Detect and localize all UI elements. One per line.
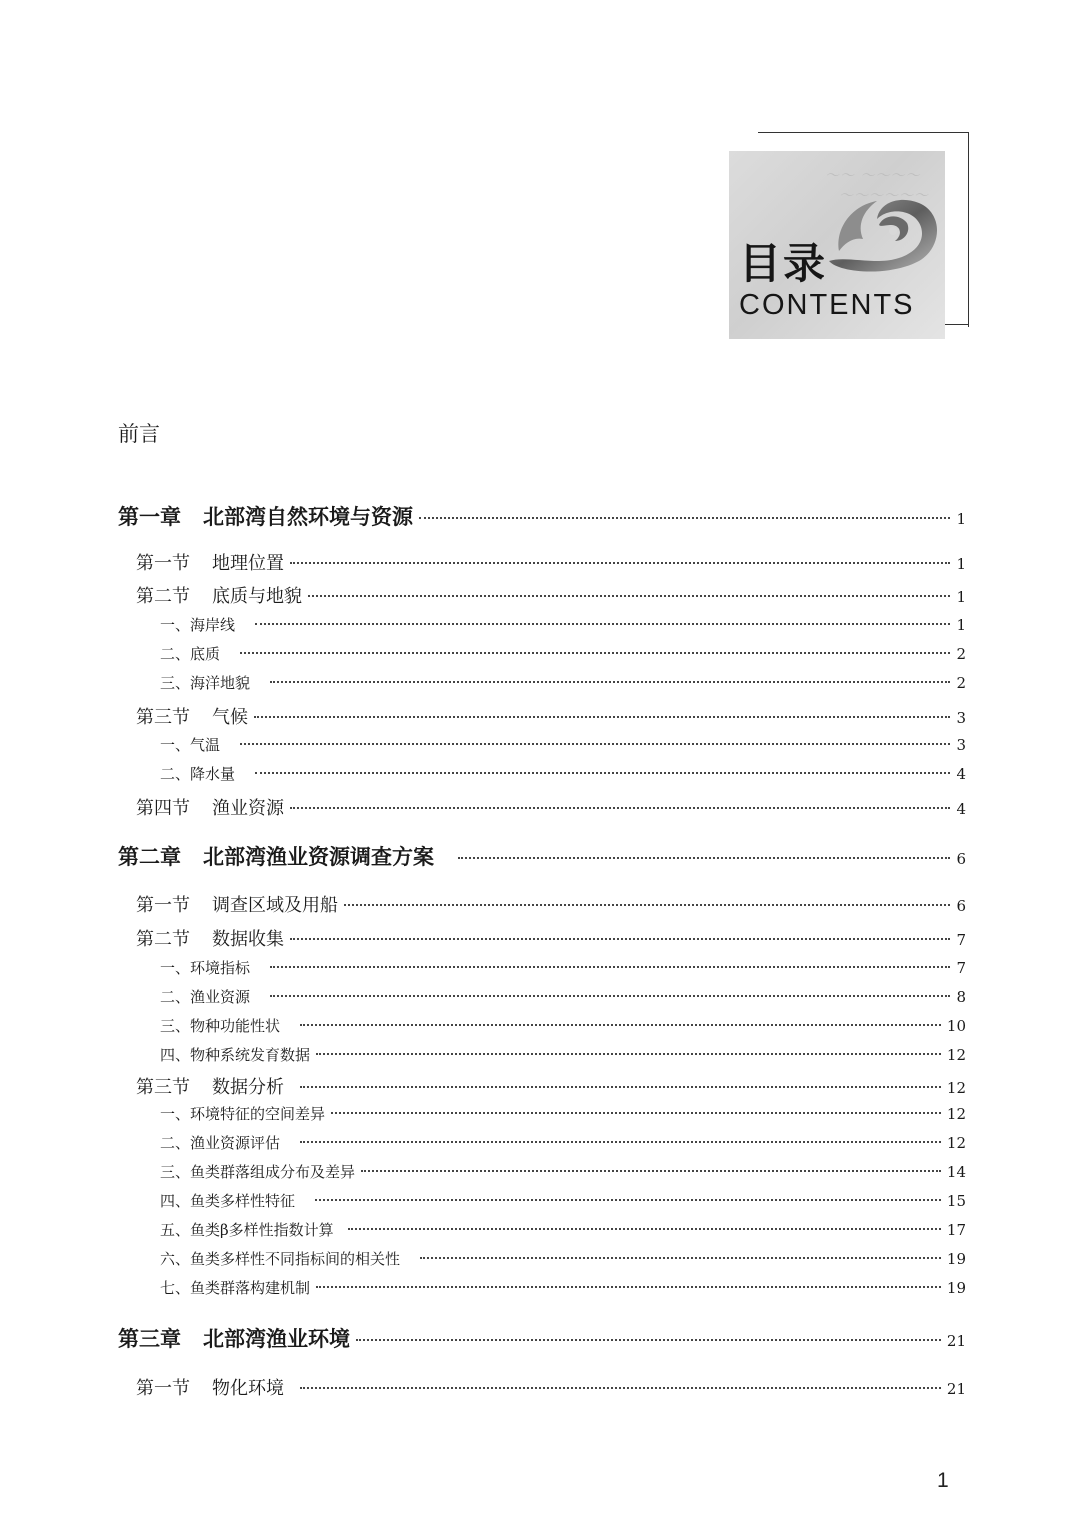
contents-title-cn: 目录 — [739, 239, 828, 288]
toc-leader — [308, 595, 950, 597]
toc-leader — [361, 1170, 941, 1172]
toc-section[interactable]: 第三节 气候 3 — [136, 707, 966, 728]
toc-leader — [270, 966, 950, 968]
toc-leader — [315, 1199, 941, 1201]
toc-subsection[interactable]: 三、鱼类群落组成分布及差异 14 — [160, 1163, 966, 1181]
toc-section[interactable]: 第四节 渔业资源 4 — [136, 798, 966, 819]
toc-leader — [300, 1086, 941, 1088]
toc-subsection[interactable]: 一、气温 3 — [160, 736, 966, 754]
contents-header-box — [729, 151, 945, 339]
toc-subsection[interactable]: 二、底质 2 — [160, 645, 966, 663]
toc-section[interactable]: 第一节 地理位置 1 — [136, 553, 966, 574]
toc-subsection[interactable]: 三、海洋地貌 2 — [160, 674, 966, 692]
toc-section[interactable]: 第二节 数据收集 7 — [136, 929, 966, 950]
toc-section[interactable]: 第二节 底质与地貌 1 — [136, 586, 966, 607]
toc-leader — [419, 517, 950, 519]
toc-section[interactable]: 第一节 物化环境 21 — [136, 1378, 966, 1399]
toc-subsection[interactable]: 六、鱼类多样性不同指标间的相关性 19 — [160, 1250, 966, 1268]
toc-page: 1 — [956, 510, 966, 528]
toc-leader — [348, 1228, 941, 1230]
toc-subsection[interactable]: 四、鱼类多样性特征 15 — [160, 1192, 966, 1210]
toc-subsection[interactable]: 一、环境特征的空间差异 12 — [160, 1105, 966, 1123]
toc-leader — [300, 1024, 941, 1026]
toc-section[interactable]: 第一节 调查区域及用船 6 — [136, 895, 966, 916]
toc-leader — [458, 857, 950, 859]
toc-leader — [331, 1112, 941, 1114]
toc-leader — [344, 904, 950, 906]
toc-leader — [300, 1141, 941, 1143]
toc-subsection[interactable]: 一、海岸线 1 — [160, 616, 966, 634]
toc-leader — [420, 1257, 941, 1259]
toc-leader — [316, 1286, 941, 1288]
toc-subsection[interactable]: 三、物种功能性状 10 — [160, 1017, 966, 1035]
toc-leader — [240, 652, 950, 654]
toc-leader — [270, 995, 950, 997]
background-texture: ～～～～～～ — [839, 188, 929, 204]
toc-leader — [316, 1053, 941, 1055]
toc-subsection[interactable]: 四、物种系统发育数据 12 — [160, 1046, 966, 1064]
toc-leader — [255, 623, 950, 625]
toc-subsection[interactable]: 二、降水量 4 — [160, 765, 966, 783]
toc-leader — [356, 1339, 941, 1341]
toc-leader — [290, 807, 950, 809]
contents-title-en: CONTENTS — [739, 289, 915, 321]
toc-chapter-1[interactable] — [118, 501, 966, 531]
swirl-logo-icon — [819, 191, 945, 279]
toc-chapter-2[interactable]: 第二章 北部湾渔业资源调查方案 6 — [118, 845, 966, 869]
toc-title: 第一章 北部湾自然环境与资源 — [118, 505, 413, 529]
toc-subsection[interactable]: 一、环境指标 7 — [160, 959, 966, 977]
toc-leader — [270, 681, 950, 683]
toc-leader — [290, 562, 950, 564]
toc-chapter-3[interactable]: 第三章 北部湾渔业环境 21 — [118, 1327, 966, 1351]
toc-subsection[interactable]: 二、渔业资源 8 — [160, 988, 966, 1006]
toc-leader — [240, 743, 950, 745]
toc-leader — [300, 1387, 941, 1389]
toc-leader — [290, 938, 950, 940]
toc-leader — [254, 716, 950, 718]
page-number: 1 — [937, 1469, 949, 1492]
header-frame-tick — [942, 324, 969, 325]
toc-subsection[interactable]: 二、渔业资源评估 12 — [160, 1134, 966, 1152]
toc-subsection[interactable]: 五、鱼类β多样性指数计算 17 — [160, 1221, 966, 1239]
toc-subsection[interactable]: 七、鱼类群落构建机制 19 — [160, 1279, 966, 1297]
preface-entry[interactable]: 前言 — [118, 422, 160, 446]
toc-section[interactable]: 第三节 数据分析 12 — [136, 1077, 966, 1098]
background-texture: ～～ ～～～～ — [825, 168, 921, 184]
toc-leader — [255, 772, 950, 774]
